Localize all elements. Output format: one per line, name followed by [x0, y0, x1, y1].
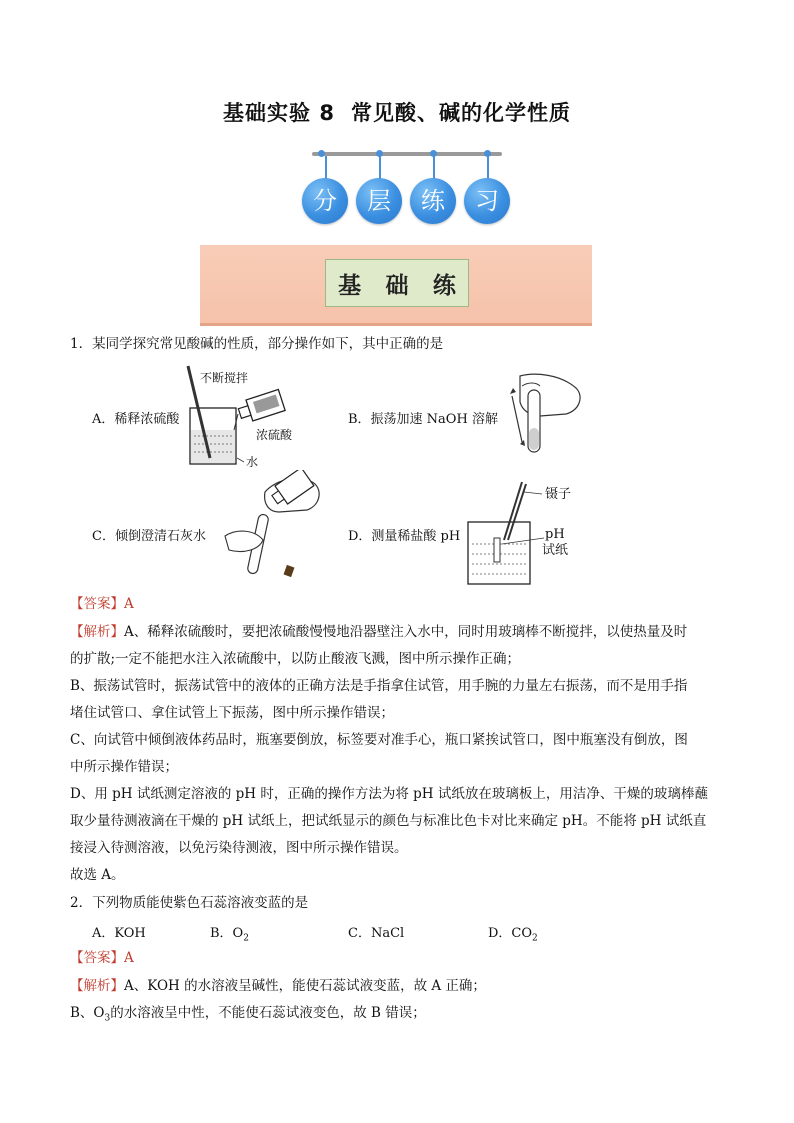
q2-option-a: A．KOH: [92, 926, 146, 941]
answer-value: A: [124, 950, 134, 966]
q2-option-d-text: D．CO: [488, 926, 533, 941]
section-banner-label: [325, 259, 469, 307]
q2-option-c: C．NaCl: [348, 926, 405, 941]
q1-analysis-line-9: 接浸入待测溶液，以免污染待测液，图中所示操作错误。: [70, 840, 408, 856]
q1-analysis-line-5: C、向试管中倾倒液体药品时，瓶塞要倒放，标签要对准手心，瓶口紧挨试管口，图中瓶塞没有倒放，图: [70, 732, 688, 748]
banner-char: 基: [338, 272, 362, 299]
q1-option-a: A．稀释浓硫酸: [92, 412, 180, 427]
hanging-string: [325, 156, 327, 180]
analysis-tag: 【解析】: [70, 624, 124, 640]
label-ph: pH: [545, 527, 565, 542]
header-circle-4: 习: [464, 178, 510, 224]
analysis-text: B、O: [70, 1005, 105, 1021]
figure-measure-ph: [464, 478, 544, 588]
q1-analysis-line-4: 堵住试管口、拿住试管上下振荡，图中所示操作错误；: [70, 705, 394, 721]
subscript: 2: [243, 933, 249, 944]
q1-analysis-line-8: 取少量待测液滴在干燥的 pH 试纸上，把试纸显示的颜色与标准比色卡对比来确定 pH。不能将 pH 试纸直: [70, 813, 707, 829]
q1-analysis-line-2: 的扩散;一定不能把水注入浓硫酸中，以防止酸液飞溅，图中所示操作正确；: [70, 651, 521, 667]
q2-analysis-line-1: [70, 977, 486, 995]
q2-analysis-line-2: [70, 1004, 426, 1028]
title-part1: 基础实验 8: [223, 101, 335, 125]
figure-pour-liquid: [215, 470, 330, 582]
q1-conclusion: 故选 A。: [70, 867, 125, 883]
subscript: 2: [532, 933, 538, 944]
hanging-string: [379, 156, 381, 180]
analysis-text: A、KOH 的水溶液呈碱性，能使石蕊试液变蓝，故 A 正确；: [124, 978, 486, 994]
section-banner: [200, 245, 592, 326]
header-circle-1: 分: [302, 178, 348, 224]
q2-option-b: [210, 922, 249, 944]
q1-analysis-line-1: [70, 623, 687, 641]
q1-option-d: D．测量稀盐酸 pH: [348, 529, 461, 544]
analysis-text: 的水溶液呈中性，不能使石蕊试液变色，故 B 错误；: [110, 1005, 426, 1021]
label-tweezers: 镊子: [545, 487, 572, 502]
q2-answer: [70, 949, 134, 967]
label-test-paper: 试纸: [542, 543, 569, 558]
q1-analysis-line-7: D、用 pH 试纸测定溶液的 pH 时，正确的操作方法为将 pH 试纸放在玻璃板上，用洁净、干燥的玻璃棒蘸: [70, 786, 708, 802]
figure-shake-tube: [500, 368, 590, 464]
header-circle-3: 练: [410, 178, 456, 224]
q1-option-b: B．振荡加速 NaOH 溶解: [348, 412, 498, 427]
banner-char: 练: [432, 272, 456, 299]
header-circle-2: 层: [356, 178, 402, 224]
page-title: [0, 97, 794, 127]
q1-analysis-line-3: B、振荡试管时，振荡试管中的液体的正确方法是手指拿住试管，用手腕的力量左右振荡，而不是用手指: [70, 678, 688, 694]
answer-tag: 【答案】: [70, 950, 124, 966]
label-water: 水: [246, 455, 259, 469]
label-stir: 不断搅拌: [200, 371, 249, 385]
hanging-string: [487, 156, 489, 180]
title-part2: 常见酸、碱的化学性质: [350, 101, 571, 125]
q1-option-c: C．倾倒澄清石灰水: [92, 529, 206, 544]
q1-stem: 1．某同学探究常见酸碱的性质，部分操作如下，其中正确的是: [70, 336, 444, 352]
rail-dot: [318, 150, 325, 157]
hanging-string: [433, 156, 435, 180]
q1-analysis-line-6: 中所示操作错误；: [70, 759, 178, 775]
answer-value: A: [124, 596, 134, 612]
answer-tag: 【答案】: [70, 596, 124, 612]
analysis-tag: 【解析】: [70, 978, 124, 994]
label-conc-acid: 浓硫酸: [256, 428, 293, 442]
subscript: 3: [104, 1013, 111, 1024]
banner-char: 础: [385, 272, 409, 299]
q2-option-d: [488, 922, 538, 944]
q1-answer: [70, 595, 134, 613]
q2-stem: 2．下列物质能使紫色石蕊溶液变蓝的是: [70, 895, 309, 911]
header-rail: [312, 152, 502, 156]
analysis-text: A、稀释浓硫酸时，要把浓硫酸慢慢地沿器壁注入水中，同时用玻璃棒不断搅拌，以使热量及时: [124, 624, 688, 640]
q2-option-b-text: B．O: [210, 926, 244, 941]
